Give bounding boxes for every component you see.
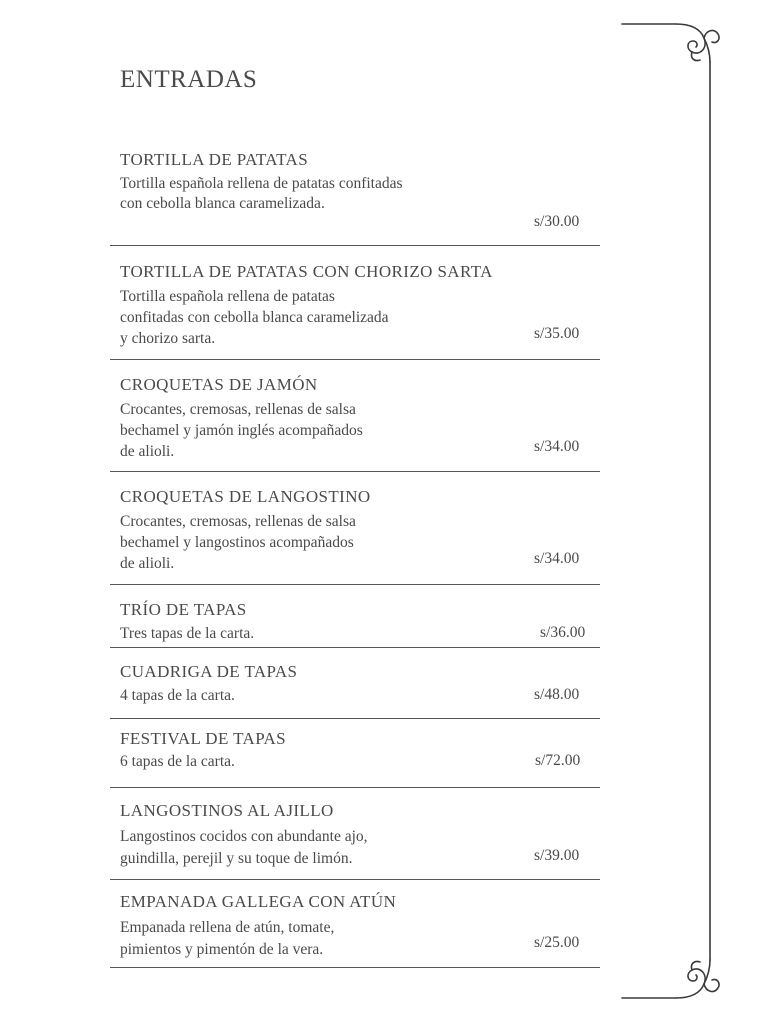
divider	[110, 245, 600, 246]
item-name: CUADRIGA DE TAPAS	[120, 662, 298, 681]
item-price: s/25.00	[534, 934, 580, 951]
item-name: TORTILLA DE PATATAS	[120, 150, 309, 169]
divider	[110, 647, 600, 648]
item-name: LANGOSTINOS AL AJILLO	[120, 801, 334, 820]
item-description: Tres tapas de la carta.	[120, 625, 255, 642]
item-name: EMPANADA GALLEGA CON ATÚN	[120, 892, 397, 911]
item-price: s/30.00	[534, 213, 580, 230]
page-title: ENTRADAS	[120, 66, 258, 93]
item-price: s/48.00	[534, 686, 580, 703]
item-price: s/34.00	[534, 438, 580, 455]
divider	[110, 879, 600, 880]
item-price: s/35.00	[534, 325, 580, 342]
item-name: CROQUETAS DE LANGOSTINO	[120, 487, 371, 506]
item-price: s/34.00	[534, 550, 580, 567]
item-name: CROQUETAS DE JAMÓN	[120, 375, 318, 394]
divider	[110, 718, 600, 719]
item-description: Empanada rellena de atún, tomate, pimientos y pimentón de la vera.	[120, 919, 335, 958]
item-price: s/72.00	[535, 752, 581, 769]
divider	[110, 471, 600, 472]
item-price: s/39.00	[534, 847, 580, 864]
item-description: 6 tapas de la carta.	[120, 753, 235, 770]
divider	[110, 359, 600, 360]
item-description: Tortilla española rellena de patatas confitadas con cebolla blanca caramelizada.	[120, 175, 403, 212]
divider	[110, 967, 600, 968]
item-description: Crocantes, cremosas, rellenas de salsa bechamel y jamón inglés acompañados de alioli.	[120, 401, 363, 460]
divider	[110, 787, 600, 788]
divider	[110, 584, 600, 585]
item-name: TORTILLA DE PATATAS CON CHORIZO SARTA	[120, 262, 493, 281]
item-name: TRÍO DE TAPAS	[120, 600, 247, 619]
item-name: FESTIVAL DE TAPAS	[120, 729, 287, 748]
item-description: Crocantes, cremosas, rellenas de salsa bechamel y langostinos acompañados de alioli.	[120, 513, 356, 572]
item-description: Langostinos cocidos con abundante ajo, guindilla, perejil y su toque de limón.	[120, 828, 368, 867]
item-description: Tortilla española rellena de patatas confitadas con cebolla blanca caramelizada y chorizo sarta.	[120, 288, 389, 347]
item-description: 4 tapas de la carta.	[120, 687, 235, 704]
item-price: s/36.00	[540, 624, 586, 641]
